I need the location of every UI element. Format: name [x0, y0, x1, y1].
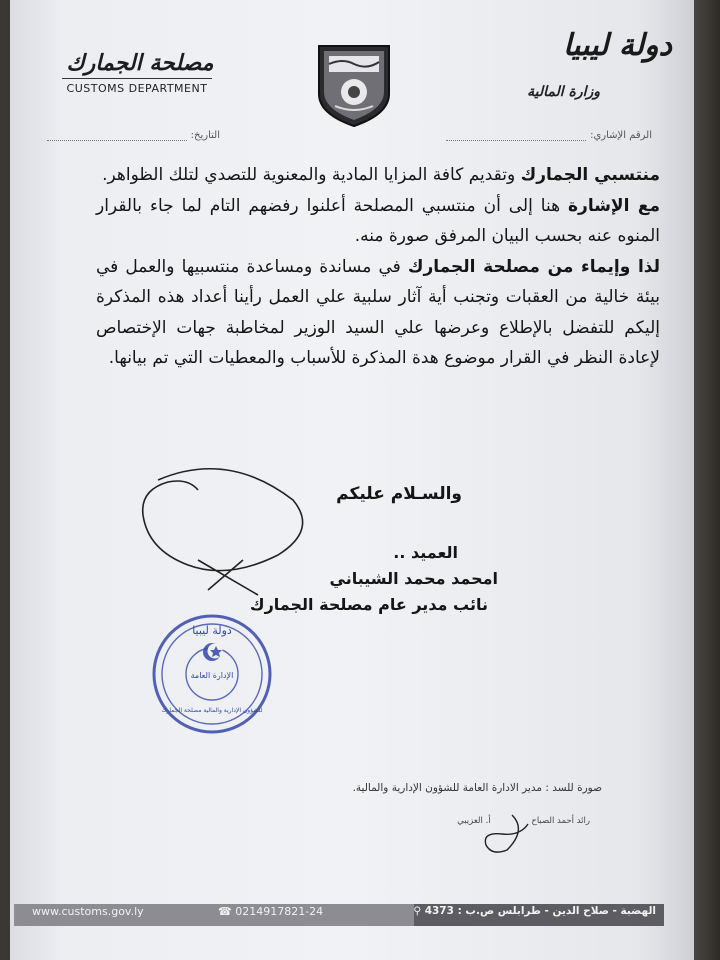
body-paragraph-3: لذا وإيماء من مصلحة الجمارك في مساندة ومساعدة منتسبيها والعمل في بيئة خالية من العقبات وتجنب أية آثار سلبية علي العمل رأينا أعداد هذه المذكرة إليكم للتفضل بالإطلاع وعرضها علي السيد الوزير لمخاطبة جهات الإختصاص لإعادة النظر في القرار موضوع هدة المذكرة للأسباب والمعطيات التي تم بيانها.: [96, 256, 660, 368]
customs-emblem-icon: [315, 40, 393, 128]
signature-block: [249, 540, 498, 618]
letter-page: [10, 0, 694, 960]
date-line: [47, 140, 187, 141]
body-paragraph-2: مع الإشارة هنا إلى أن منتسبي المصلحة أعلنوا رفضهم التام لما جاء بالقرار المنوه عنه بحسب البيان المرفق صورة منه.: [96, 195, 661, 246]
phone-icon: ☎: [218, 905, 236, 918]
cc-initial-1: رائد أحمد الصباح: [531, 816, 590, 826]
reference-number-label: الرقم الإشاري:: [590, 130, 652, 141]
ministry-title: وزارة المالية: [527, 84, 600, 100]
department-english: CUSTOMS DEPARTMENT: [66, 82, 208, 95]
stamp-middle-text: الإدارة العامة: [190, 671, 234, 680]
reference-number-row: [446, 130, 652, 141]
signatory-rank: العميد ..: [393, 543, 458, 562]
location-pin-icon: ⚲: [413, 905, 425, 917]
initial-scribble-icon: [472, 810, 532, 856]
cc-initial-2: أ. العزيبي: [457, 816, 491, 826]
signatory-title: نائب مدير عام مصلحة الجمارك: [249, 595, 488, 614]
date-label: التاريخ:: [190, 130, 220, 141]
body-paragraph-1: منتسبي الجمارك وتقديم كافة المزايا المادية والمعنوية للتصدي لتلك الظواهر.: [102, 165, 660, 185]
header-divider: [62, 78, 212, 79]
official-stamp-icon: [150, 612, 274, 736]
closing-greeting: والسـلام عليكم: [336, 484, 462, 504]
footer-address: الهضبة - صلاح الدين - طرابلس ص.ب : 4373 ⚲: [413, 905, 656, 917]
state-title: دولة ليبيا: [563, 28, 672, 63]
footer-website[interactable]: www.customs.gov.ly: [32, 905, 144, 918]
letter-body: [96, 160, 660, 374]
stamp-bottom-text: للشؤون الإدارية والمالية مصلحة الجمارك: [161, 707, 263, 714]
background-edge: [694, 0, 720, 960]
stamp-top-text: دولة ليبيا: [192, 624, 232, 637]
copy-to: صورة للسد : مدير الادارة العامة للشؤون الإدارية والمالية.: [352, 782, 602, 794]
date-row: [47, 130, 220, 141]
department-arabic: مصلحة الجمارك: [66, 50, 214, 76]
reference-number-line: [446, 140, 586, 141]
signatory-name: امحمد محمد الشيباني: [329, 569, 498, 588]
footer-phone: ☎ 0214917821-24: [218, 905, 324, 918]
